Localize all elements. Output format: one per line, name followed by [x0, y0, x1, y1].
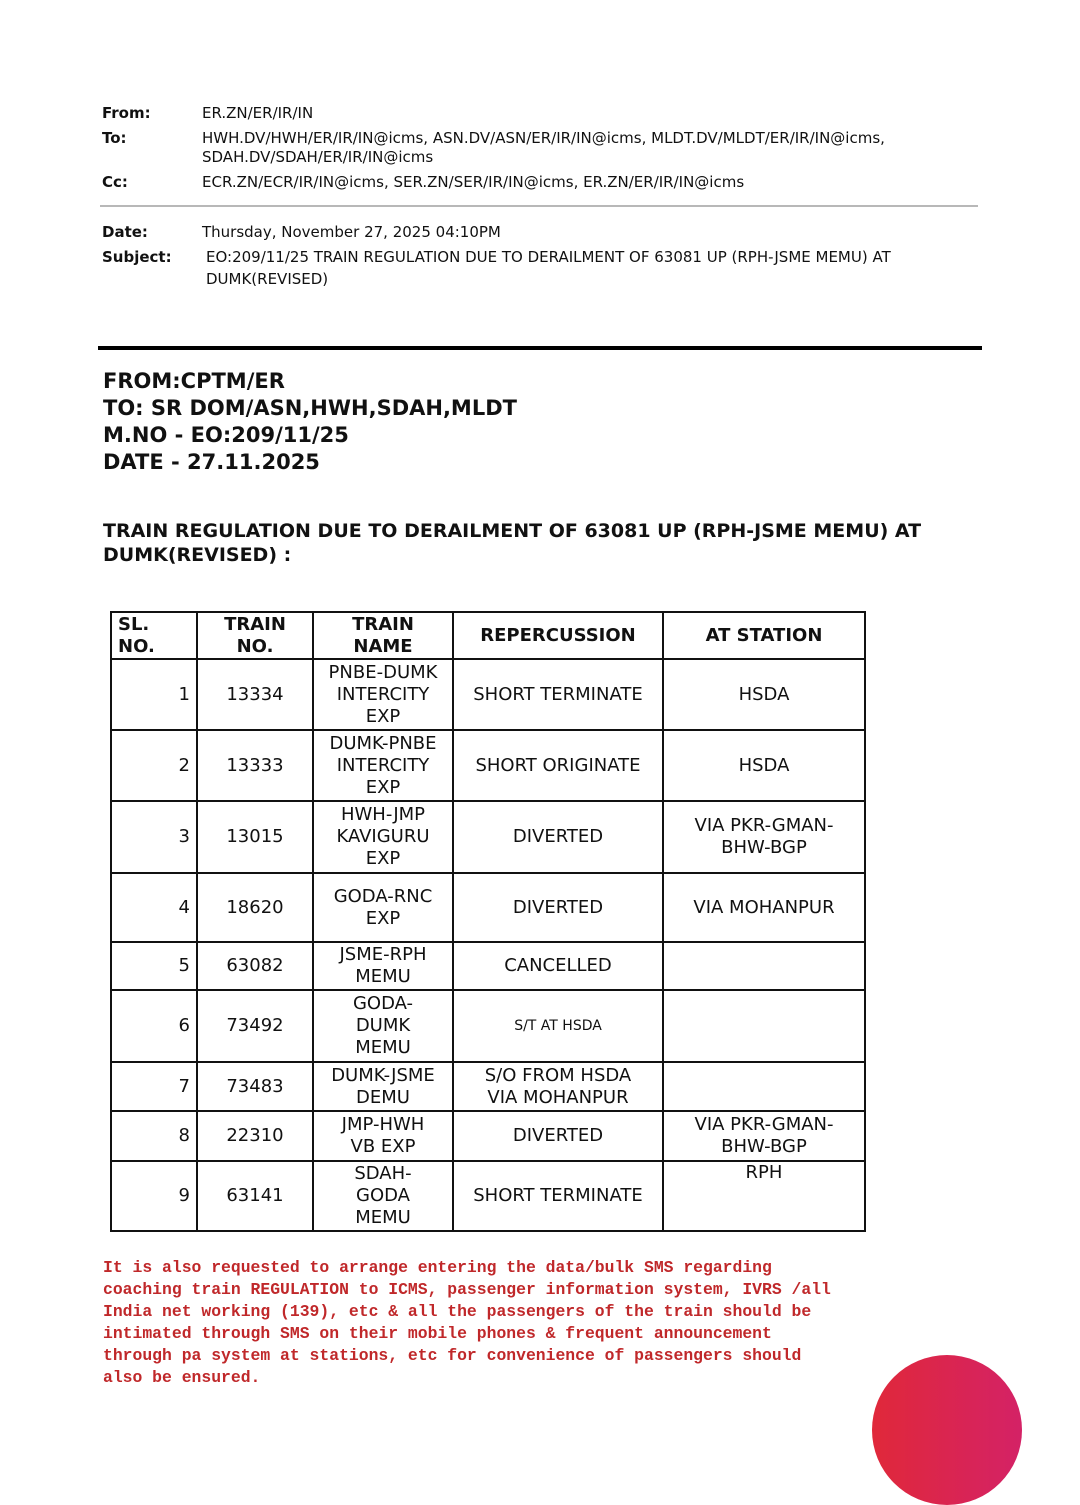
date-value: Thursday, November 27, 2025 04:10PM — [202, 223, 501, 241]
cell-train-name — [313, 801, 453, 873]
table-row — [111, 942, 865, 990]
instruction-note — [103, 1257, 983, 1389]
cell-train-name — [313, 1161, 453, 1231]
cell-at-station — [663, 730, 865, 801]
cc-value: ECR.ZN/ECR/IR/IN@icms, SER.ZN/SER/IR/IN@icms, ER.ZN/ER/IR/IN@icms — [202, 173, 745, 191]
cell-at-station-line: VIA PKR-GMAN- — [694, 1114, 834, 1135]
note-line: India net working (139), etc & all the passengers of the train should be — [103, 1302, 812, 1321]
cell-repercussion-line: CANCELLED — [504, 955, 612, 976]
note-line: It is also requested to arrange entering the data/bulk SMS regarding — [103, 1258, 772, 1277]
cell-train-name — [313, 1062, 453, 1111]
cell-train-name-line: EXP — [365, 907, 401, 929]
cell-sl-no: 2 — [111, 730, 197, 801]
cell-train-no: 18620 — [197, 873, 313, 942]
cell-repercussion — [453, 1062, 663, 1111]
section-heading — [103, 519, 983, 567]
table-body — [111, 659, 865, 1231]
cell-sl-no: 1 — [111, 659, 197, 730]
table-row — [111, 873, 865, 942]
cell-train-no: 13333 — [197, 730, 313, 801]
subject-value-line1: EO:209/11/25 TRAIN REGULATION DUE TO DERAILMENT OF 63081 UP (RPH-JSME MEMU) AT — [206, 248, 891, 266]
cell-train-name-line: EXP — [365, 848, 401, 869]
cell-sl-no: 8 — [111, 1111, 197, 1161]
header-no-line1: TRAIN — [224, 613, 286, 635]
cell-repercussion-line: S/T AT HSDA — [514, 1018, 602, 1034]
cell-train-name-line: PNBE-DUMK — [328, 661, 438, 683]
cell-sl-no: 4 — [111, 873, 197, 942]
header-divider — [100, 205, 978, 207]
cell-at-station-line: RPH — [745, 1162, 783, 1183]
cell-train-no: 22310 — [197, 1111, 313, 1161]
cell-repercussion — [453, 942, 663, 990]
cell-train-name — [313, 990, 453, 1062]
cell-repercussion — [453, 1111, 663, 1161]
cell-repercussion — [453, 873, 663, 942]
table-header-row — [111, 612, 865, 659]
cell-train-no: 13334 — [197, 659, 313, 730]
cell-train-name-line: MEMU — [355, 1207, 411, 1228]
cell-repercussion — [453, 730, 663, 801]
cell-train-name-line: DUMK-JSME — [331, 1064, 435, 1086]
cell-train-name-line: DUMK-PNBE — [329, 732, 437, 754]
memo-date: DATE - 27.11.2025 — [103, 450, 320, 474]
cell-train-name-line: EXP — [365, 705, 401, 727]
date-label: Date: — [102, 223, 148, 241]
cell-train-name-line: MEMU — [355, 966, 411, 987]
cell-at-station-line: HSDA — [738, 683, 790, 705]
cell-sl-no: 3 — [111, 801, 197, 873]
cell-repercussion-line: DIVERTED — [512, 896, 604, 918]
cell-at-station-line: VIA MOHANPUR — [693, 896, 835, 918]
table-row — [111, 1111, 865, 1161]
header-name-line1: TRAIN — [352, 613, 414, 635]
cell-repercussion-line: DIVERTED — [512, 1125, 604, 1146]
cell-train-name — [313, 659, 453, 730]
to-label: To: — [102, 129, 127, 147]
cell-train-name-line: SDAH- — [354, 1163, 412, 1184]
cell-repercussion-line: VIA MOHANPUR — [487, 1086, 629, 1108]
cell-at-station-line: HSDA — [738, 754, 790, 776]
from-label: From: — [102, 104, 151, 122]
cell-at-station — [663, 1161, 865, 1231]
header-at-station: AT STATION — [663, 612, 865, 659]
cell-train-name-line: GODA- — [352, 993, 414, 1014]
subject-value-line2: DUMK(REVISED) — [206, 270, 329, 288]
header-train-name — [313, 612, 453, 659]
table-row — [111, 1062, 865, 1111]
cell-at-station — [663, 801, 865, 873]
header-sl-no — [111, 612, 197, 659]
cell-train-name-line: DUMK — [355, 1015, 411, 1036]
cell-train-name-line: VB EXP — [350, 1136, 416, 1157]
cell-sl-no: 7 — [111, 1062, 197, 1111]
cell-repercussion-line: DIVERTED — [512, 826, 604, 847]
cell-train-name — [313, 873, 453, 942]
cell-sl-no: 5 — [111, 942, 197, 990]
subject-label: Subject: — [102, 248, 172, 266]
to-value-line1: HWH.DV/HWH/ER/IR/IN@icms, ASN.DV/ASN/ER/IR/IN@icms, MLDT.DV/MLDT/ER/IR/IN@icms, — [202, 129, 885, 147]
header-repercussion: REPERCUSSION — [453, 612, 663, 659]
cell-repercussion — [453, 801, 663, 873]
table-row — [111, 801, 865, 873]
cell-train-name-line: DEMU — [356, 1086, 410, 1108]
cell-repercussion-line: SHORT TERMINATE — [473, 683, 643, 705]
table-row — [111, 990, 865, 1062]
memo-to: TO: SR DOM/ASN,HWH,SDAH,MLDT — [103, 396, 517, 420]
cell-sl-no: 9 — [111, 1161, 197, 1231]
cell-train-name-line: GODA-RNC — [333, 885, 433, 907]
cell-train-no: 63082 — [197, 942, 313, 990]
header-name-line2: NAME — [353, 635, 413, 657]
cell-at-station — [663, 873, 865, 942]
note-line: intimated through SMS on their mobile phones & frequent announcement — [103, 1324, 772, 1343]
from-value: ER.ZN/ER/IR/IN — [202, 104, 314, 122]
cell-train-name-line: HWH-JMP — [340, 804, 426, 825]
cell-train-name-line: INTERCITY — [336, 754, 430, 776]
cell-at-station — [663, 990, 865, 1062]
cell-train-name — [313, 942, 453, 990]
header-sl-line2: NO. — [118, 635, 155, 657]
cell-train-name-line: KAVIGURU — [336, 826, 430, 847]
cell-at-station-line: VIA PKR-GMAN- — [694, 815, 834, 836]
cell-at-station-line: BHW-BGP — [721, 837, 807, 858]
cell-train-name-line: JSME-RPH — [339, 944, 427, 965]
memo-number: M.NO - EO:209/11/25 — [103, 423, 349, 447]
note-line: through pa system at stations, etc for convenience of passengers should — [103, 1346, 802, 1365]
train-regulation-table — [110, 611, 866, 1232]
header-no-line2: NO. — [236, 635, 274, 657]
cell-at-station — [663, 659, 865, 730]
cell-repercussion — [453, 1161, 663, 1231]
header-train-no — [197, 612, 313, 659]
cell-train-name-line: EXP — [365, 776, 401, 798]
table-row — [111, 1161, 865, 1231]
cell-repercussion-line: SHORT ORIGINATE — [475, 754, 641, 776]
cell-repercussion-line: SHORT TERMINATE — [473, 1185, 643, 1206]
memo-from: FROM:CPTM/ER — [103, 369, 285, 393]
cell-sl-no: 6 — [111, 990, 197, 1062]
cell-at-station-line: BHW-BGP — [721, 1136, 807, 1157]
note-line: coaching train REGULATION to ICMS, passenger information system, IVRS /all — [103, 1280, 831, 1299]
cell-train-name-line: JMP-HWH — [341, 1114, 425, 1135]
cell-train-no: 13015 — [197, 801, 313, 873]
cc-label: Cc: — [102, 173, 128, 191]
cell-train-name — [313, 1111, 453, 1161]
cell-train-name-line: INTERCITY — [336, 683, 430, 705]
cell-train-no: 73492 — [197, 990, 313, 1062]
cell-train-no: 63141 — [197, 1161, 313, 1231]
cell-repercussion — [453, 990, 663, 1062]
cell-train-name-line: GODA — [356, 1185, 410, 1206]
cell-train-name — [313, 730, 453, 801]
cell-train-name-line: MEMU — [355, 1037, 411, 1058]
memo-block — [103, 368, 517, 476]
table-row — [111, 659, 865, 730]
body-divider — [98, 346, 982, 350]
to-value-line2: SDAH.DV/SDAH/ER/IR/IN@icms — [202, 148, 434, 166]
red-circle-overlay-icon — [872, 1355, 1022, 1505]
cell-train-no: 73483 — [197, 1062, 313, 1111]
section-heading-line1: TRAIN REGULATION DUE TO DERAILMENT OF 63081 UP (RPH-JSME MEMU) AT — [103, 520, 922, 542]
header-sl-line1: SL. — [118, 613, 150, 635]
cell-at-station — [663, 1111, 865, 1161]
note-line: also be ensured. — [103, 1368, 261, 1387]
cell-repercussion — [453, 659, 663, 730]
cell-repercussion-line: S/O FROM HSDA — [484, 1064, 632, 1086]
table-row — [111, 730, 865, 801]
cell-at-station — [663, 1062, 865, 1111]
section-heading-line2: DUMK(REVISED) : — [103, 544, 292, 566]
cell-at-station — [663, 942, 865, 990]
